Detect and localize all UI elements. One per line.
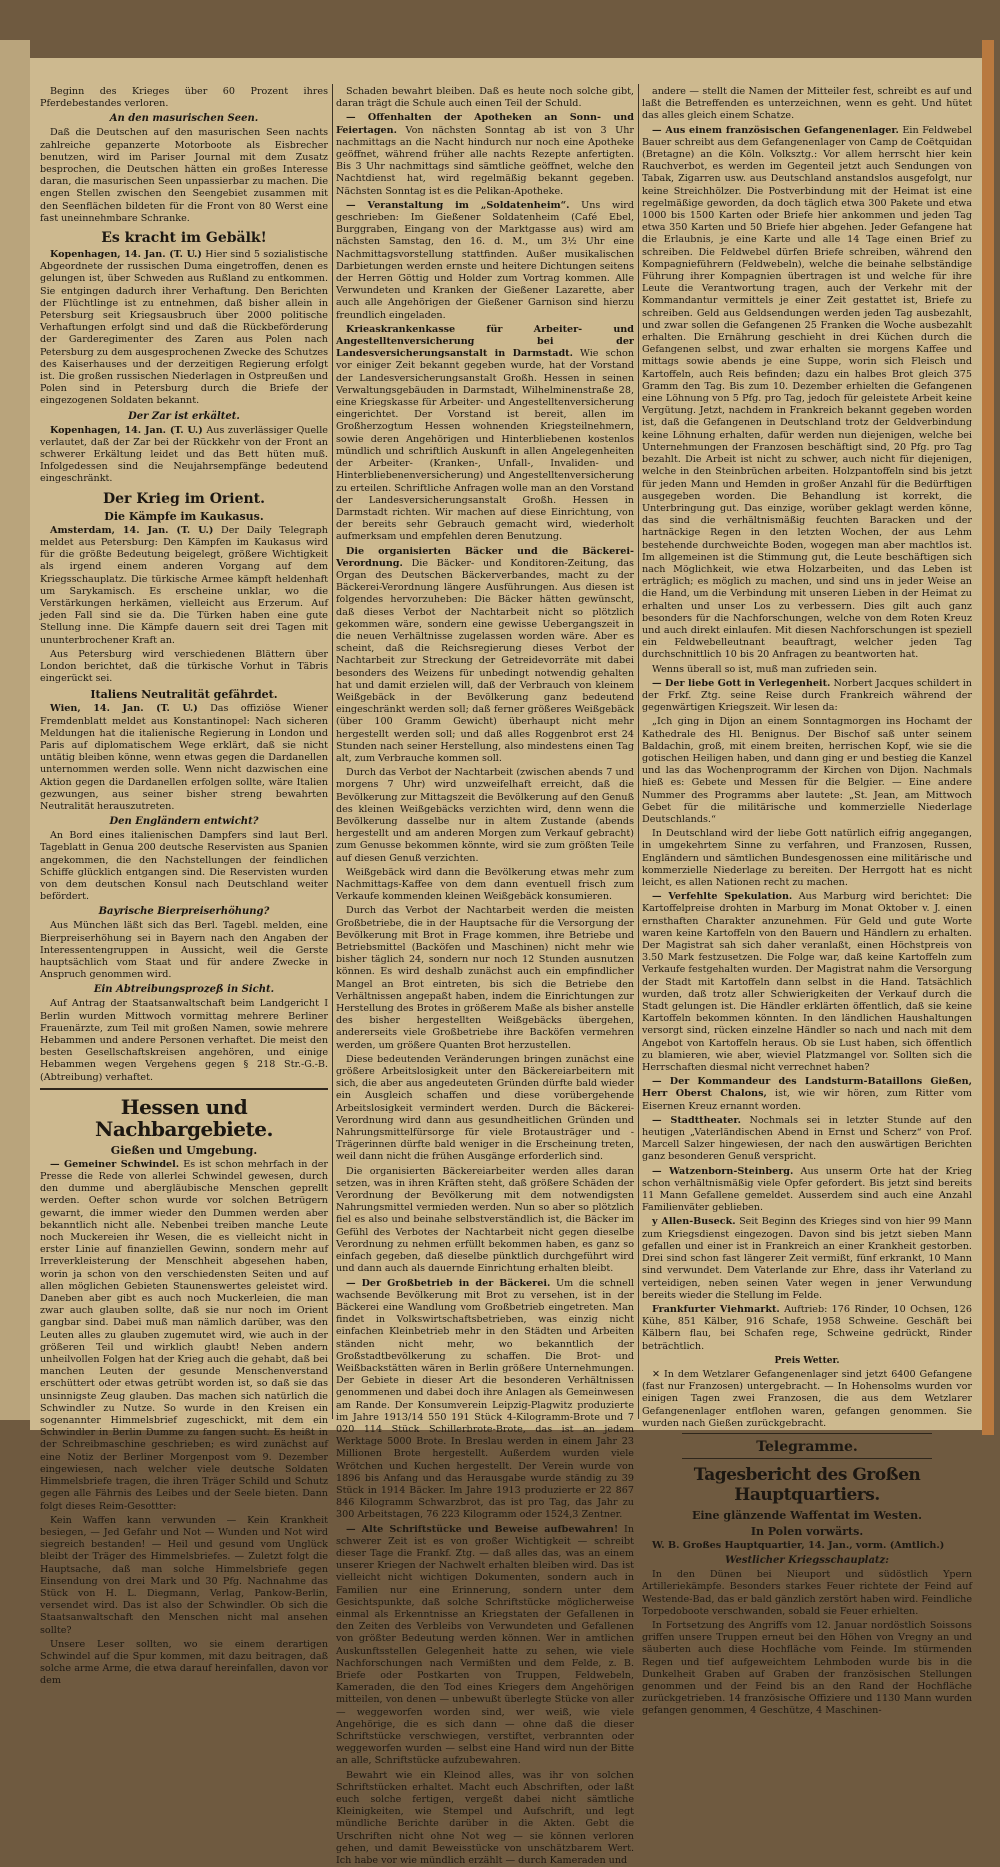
item-lead: — Der Großbetrieb in der Bäckerei. — [346, 1277, 551, 1289]
article-text — [40, 249, 328, 408]
headline: An den masurischen Seen. — [109, 113, 259, 125]
dateline: Kopenhagen, 14. Jan. (T. U.) — [50, 424, 203, 436]
item-lead: Frankfurter Viehmarkt. — [652, 1303, 780, 1315]
article-body: Das offiziöse Wiener Fremdenblatt meldet aus Konstantinopel: Nach sicheren Meldungen hat die italienische Regierung in London und Paris auf diplomatischem Wege erklärt, daß sie nicht untätig bleiben könne, wenn etwas gegen die Dardanellen unternommen werden solle. Wenn nicht dazwischen eine Aktion gegen die Dardanellen erfolgen sollte, wäre Italien gezwungen, aus seiner bisher streng bewahrten Neutralität herauszutreten. — [40, 703, 329, 812]
article-body: Wie schon vor einiger Zeit bekannt gegeben wurde, hat der Vorstand der Landesversicherungsanstalt Großh. Hessen in seinen Verwaltungsgebäuden in Darmstadt, Wilhelminenstraße 28, eine Kriegskasse für Arbeiter- und Angestelltenversicherung eingerichtet. Der Vorstand ist bereit, allen im Großherzogtum Hessen wohnenden Kriegsteilnehmern, sowie deren Angehörigen und Hinterbliebenen kostenlos mündlich und schriftlich Auskunft in allen Angelegenheiten der Arbeiter- (Kranken-, Unfall-, Invaliden- und Hinterbliebenenversicherung) und Angestelltenversicherung zu erteilen. Schriftliche Anfragen wolle man an den Vorstand der Landesversicherungsanstalt Großh. Hessen in Darmstadt richten. Wir machen auf diese Einrichtung, von der bereits sehr Gebrauch gemacht wird, wiederholt aufmerksam und empfehlen deren Benutzung. — [336, 348, 634, 543]
article-text: In Deutschland wird der liebe Gott natürlich eifrig angegangen, in umgekehrtem Sinne zu verfahren, und Franzosen, Russen, Engländern und sämtlichen Bundesgenossen eine militärische und kommerzielle Niederlage zu bereiten. Der Herrgott hat es nicht leicht, es allen Nationen recht zu machen. — [642, 828, 972, 888]
headline: Der Zar ist erkältet. — [128, 410, 240, 422]
article-text — [40, 525, 328, 647]
section-divider — [40, 1088, 328, 1090]
article-text: Daß die Deutschen auf den masurischen Seen nachts zahlreiche gepanzerte Motorboote als Eisbrecher benutzen, wird im Pariser Journal mit dem Zusatz besprochen, die Deutschen hätten ein großes Interesse daran, die masurischen Seen unpassierbar zu machen. Die engen Stellen zwischen den Seengebiet zusammen mit den Seenflächen bildeten für die Front von 80 Werst eine fast uneinnehmbare Schranke. — [40, 127, 328, 224]
column-rule — [332, 84, 333, 1419]
dateline: Kopenhagen, 14. Jan. (T. U.) — [50, 249, 202, 261]
item-lead: — Aus einem französischen Gefangenenlager. — [652, 124, 899, 136]
article-body: In schwerer Zeit ist es von großer Wichtigkeit — schreibt dieser Tage die Frankf. Ztg. — daß alles das, was an einem unserer Kriegen der Nachwelt erhalten bleiben wird. Das ist vielleicht nicht wichtigen Dokumenten, sondern auch in Familien nur eine Erinnerung, sondern unter dem Gesichtspunkte, daß solche Schriftstücke möglicherweise einmal als Erkenntnisse an Kriegstaten der Gefallenen in den Zeiten des Verbleibs von Verwundeten und Gefallenen von größter Bedeutung werden können. Wer in amtlichen Auskunftsstellen Gelegenheit hatte zu sehen, wie viele Nachforschungen nach Vermißten und dem Felde, z. B. Briefe oder Postkarten von Truppen, Feldwebeln, Kameraden, die den Tod eines Kriegers dem Angehörigen mitteilen, von denen — unbewußt überlegte Stücke von aller — weggeworfen worden sind, wer weiß, wie viele Angehörige, die es sich dann — ohne daß die dieser Schriftstücke verschwiegen, verstiftet, verbrannten oder weggeworfen wurden — selbst eine Hand wird nun der Bitte an alle, Schriftstücke aufzubewahren. — [336, 1523, 634, 1767]
column-3 — [642, 86, 972, 1717]
article-text — [336, 112, 634, 197]
column-rule — [638, 84, 639, 1419]
article-text: In Fortsetzung des Angriffs vom 12. Januar nordöstlich Soissons griffen unsere Truppen erneut bei den Höhen von Vregny an und säuberten auch diese Hochfläche vom Feinde. Im stürmenden Regen und tief aufgeweichtem Lehmboden wurde bis in die Dunkelheit Graben auf Graben der französischen Stellungen genommen und der Feind bis an den Rand der Hochfläche zurückgetrieben. 14 französische Offiziere und 1130 Mann wurden gefangen genommen, 4 Geschütze, 4 Maschinen- — [642, 1619, 972, 1717]
article-text — [336, 546, 634, 766]
article-text: Durch das Verbot der Nachtarbeit werden die meisten Großbetriebe, die in der Hauptsache für die Versorgung der Bevölkerung mit Brot in Frage kommen, ihre Betriebe und Betriebsmittel (Backöfen und Maschinen) nicht mehr wie bisher täglich 24, sondern nur noch 12 Stunden ausnutzen können. Es wird deshalb zunächst auch ein empfindlicher Mangel an Brot eintreten, bis sich die Betriebe den Verhältnissen angepaßt haben, indem die Einrichtungen zur Herstellung des Brotes in größerem Maße als bisher anstelle des bisher hergestellten Weißgebäcks übergehen, andererseits viele Großbetriebe ihre Backöfen vermehren werden, um größere Quanten Brot herzustellen. — [336, 905, 635, 1051]
subheadline: Eine glänzende Waffentat im Westen. — [691, 1508, 923, 1522]
article-text: Bewahrt wie ein Kleinod alles, was ihr von solchen Schriftstücken erhaltet. Macht euch Abschriften, oder laßt euch solche fertigen, vergeßt dabei nicht sämtliche Kleinigkeiten, wie Stempel und Aufschrift, und legt mündliche Berichte darüber in die Akten. Gebt die Urschriften nicht ohne Not weg — sie können verloren gehen, und damit Beweisstücke von unschätzbarem Wert. Ich habe vor wie mündlich erzählt — durch Kameraden und — [336, 1769, 634, 1867]
article-text: Auf Antrag der Staatsanwaltschaft beim Landgericht I Berlin wurden Mittwoch vormittag mehrere Berliner Frauenärzte, zum Teil mit großen Namen, sowie mehrere Hebammen und andere Personen verhaftet. Die meist den besten Gesellschaftskreisen angehören, und einige Hebammen wegen Vergehens gegen § 218 Str.-G.-B. (Abtreibung) verhaftet. — [40, 998, 328, 1083]
article-text: Die organisierten Bäckereiarbeiter werden alles daran setzen, was in ihren Kräften steht, daß größere Schäden der Verordnung der Bevölkerung mit dem notwendigsten Nahrungsmittel vermieden werden. Nun so aber so plötzlich fiel es also und beinahe selbstverständlich ist, die Bäcker im Gefühl des Verbotes der Nachtarbeit nicht gegen dieselbe Verordnung zu nehmen erfüllt bekommen haben, es ganz so einfach gegeben, daß dieselbe pünktlich durchgeführt wird und dann auch als dauernde Einrichtung erhalten bleibt. — [336, 1165, 634, 1275]
article-body: Aus Marburg wird berichtet: Die Kartoffelpreise drohten in Marburg im Monat Oktober v. J. einen ernsthaften Charakter anzunehmen. Für Geld und gute Worte waren keine Kartoffeln von den Bauern und Händlern zu erhalten. Der Magistrat sah sich daher veranlaßt, einen Höchstpreis von 3.50 Mark festzusetzen. Die Folge war, daß keine Kartoffeln zum Verkaufe festgehalten wurden. Der Magistrat nahm die Versorgung der Stadt mit Kartoffeln dann selbst in die Hand. Tatsächlich wurden, daß trotz aller Schwierigkeiten der Verkauf durch die Stadt gelungen ist. Die Händler erklärten öffentlich, daß sie keine Kartoffeln bekommen könnten. In den ländlichen Haushaltungen versorgt sind, rücken einzelne Händler so nach und nach mit dem Angebot von Kartoffeln heraus. Ob sie Lust haben, sich öffentlich zu blamieren, wie aber, wieviel Platzmangel vor. Sollten sich die Herrschaften diesmal nicht verrechnet haben? — [642, 891, 972, 1074]
headline: Der Krieg im Orient. — [102, 490, 266, 507]
article-text — [642, 1166, 972, 1215]
article-body: Aus zuverlässiger Quelle verlautet, daß der Zar bei der Rückkehr von der Front an schwerer Erkältung leidet und das Bett hüten muß. Infolgedessen sind die Neujahrsempfänge bedeutend eingeschränkt. — [40, 424, 328, 485]
headline: Den Engländern entwicht? — [109, 816, 259, 828]
article-text: Beginn des Krieges über 60 Prozent ihres Pferdebestandes verloren. — [40, 86, 328, 110]
verse-text: Kein Waffen kann verwunden — Kein Krankheit besiegen, — Jed Gefahr und Not — Wunden und Not wird siegreich bestanden! — Heil und gesund vom Unglück bleibt der Träger des Himmelsbriefes. — Zuletzt folgt die Hauptsache, daß man solche Himmelsbriefe gegen Einsendung von drei Mark und 30 Pfg. Nachnahme das Stück von H. L. Diegmann, Verlag, Pankow-Berlin, versendet wird. Das ist also der Schwindler. Ob sich die Staatsanwaltschaft den Menschen nicht mal ansehen sollte? — [40, 1514, 328, 1636]
article-text — [336, 324, 634, 544]
article-body: Norbert Jacques schildert in der Frkf. Ztg. seine Reise durch Frankreich während der gegenwärtigen Kriegszeit. Wir lesen da: — [642, 677, 972, 714]
subheadline: Gießen und Umgebung. — [110, 1143, 258, 1157]
subheadline: In Polen vorwärts. — [750, 1524, 864, 1538]
article-text — [336, 1278, 634, 1522]
article-body: Uns wird geschrieben: Im Gießener Soldatenheim (Café Ebel, Burggraben, Eingang von der Marktgasse aus) wird am nächsten Samstag, den 16. d. M., um 3½ Uhr eine Nachmittagsvorstellung stattfinden. Außer musikalischen Darbietungen werden ernste und heitere Dichtungen seitens der Herren Göttig und Holder zum Vortrag kommen. Alle Verwundeten und Kranken der Gießener Lazarette, aber auch alle Angehörigen der Gießener Garnison sind hierzu freundlich eingeladen. — [336, 199, 635, 321]
section-title: Telegramme. — [756, 1438, 858, 1455]
article-text — [642, 1115, 972, 1164]
article-text: Unsere Leser sollten, wo sie einem derartigen Schwindel auf die Spur kommen, mit dazu beitragen, daß solche arme Arme, die etwa darauf hereinfallen, davon vor dem — [40, 1638, 328, 1687]
article-text — [336, 1524, 634, 1768]
article-text — [642, 891, 972, 1074]
item-lead: Krieaskrankenkasse für Arbeiter- und Angestelltenversicherung bei der Landesversicherungsanstalt in Darmstadt. — [336, 323, 634, 360]
item-lead: — Stadttheater. — [652, 1114, 741, 1126]
headline: Es kracht im Gebälk! — [101, 230, 267, 247]
column-2 — [336, 86, 635, 1867]
article-text — [336, 200, 634, 322]
item-lead: y Allen-Buseck. — [652, 1216, 736, 1228]
article-text: Schaden bewahrt bleiben. Daß es heute noch solche gibt, daran trägt die Schule auch einen Teil der Schuld. — [336, 86, 634, 110]
article-text — [40, 1159, 328, 1513]
article-text — [642, 1076, 972, 1113]
article-text: „Ich ging in Dijon an einem Sonntagmorgen ins Hochamt der Kathedrale des Hl. Benignus. Der Bischof saß unter seinem Baldachin, groß, mit einem breiten, herrischen Kopf, wie sie die gotischen Heiligen haben, und dann ging er und bestieg die Kanzel und las das Wochenprogramm der Kirchen von Dijon. Nachmals hieß es: Gebete und Messen für die Belgier. — Eine andere Nummer des Programms aber lautete: „St. Jean, am Mittwoch Gebet für die militärische und kommerzielle Niederlage Deutschlands.“ — [642, 716, 972, 825]
article-body: Hier sind 5 sozialistische Abgeordnete der russischen Duma eingetroffen, denen es gelungen ist, über Schweden aus Rußland zu entkommen. Sie entgingen dadurch ihrer Verhaftung. Den Berichten der Flüchtlinge ist zu entnehmen, daß bisher allein in Petersburg seit Kriegsausbruch über 2000 politische Verhaftungen erfolgt sind und daß die Rückbeförderung der Garderegimenter des Zaren aus Polen nach Petersburg zu dem ausgesprochenen Zwecke des Schutzes des Kaiserhauses und der derzeitigen Regierung erfolgt ist. Die großen russischen Niederlagen in Ostpreußen und Polen sind in Petersburg durch die Briefe der eingezogenen Soldaten bekannt. — [40, 249, 328, 407]
dateline: Wien, 14. Jan. (T. U.) — [50, 703, 198, 715]
item-lead: — Verfehlte Spekulation. — [652, 891, 793, 903]
dateline: Amsterdam, 14. Jan. (T. U.) — [50, 524, 214, 536]
article-text: Wenns überall so ist, muß man zufrieden sein. — [652, 663, 878, 675]
article-text: An Bord eines italienischen Dampfers sind laut Berl. Tageblatt in Genua 200 deutsche Reservisten aus Spanien angekommen, die den Nachstellungen der feindlichen Schiffe glücklich entgangen sind. Die Reservisten wurden von dem deutschen Konsul nach Deutschland weiter befördert. — [40, 830, 328, 903]
article-text — [642, 678, 972, 715]
section-title: Hessen und Nachbargebiete. — [95, 1094, 273, 1141]
article-text — [642, 125, 972, 662]
item-lead: — Der liebe Gott in Verlegenheit. — [652, 677, 831, 689]
article-body: Die Bäcker- und Konditoren-Zeitung, das Organ des Deutschen Bäckerverbandes, macht zu der Bäckerei-Verordnung längere Ausführungen. Aus diesen ist folgendes hervorzuheben: Die Bäcker hätten gewünscht, daß dieses Verbot der Nachtarbeit nicht so plötzlich gekommen wäre, sondern eine gewisse Uebergangszeit in die neuen Verhältnisse zugelassen worden wäre. Aber es scheint, daß die Reichsregierung dieses Verbot der Nachtarbeit zur Streckung der Getreidevorräte mit dabei besonders des Weizens für unbedingt notwendig gehalten hat und damit erzielen will, daß der Verbrauch von kleinem Weißgebäck in der Bevölkerung ganz bedeutend eingeschränkt werden soll; daß ferner größeres Weißgebäck (über 100 Gramm Gewicht) überhaupt nicht mehr hergestellt werden soll; und daß alles Roggenbrot erst 24 Stunden nach seiner Herstellung, also mindestens einen Tag alt, zum Verbrauche kommen soll. — [336, 557, 634, 764]
article-text: In den Dünen bei Nieuport und südöstlich Ypern Artilleriekämpfe. Besonders starkes Feuer richtete der Feind auf Westende-Bad, das er bald gänzlich zerstört haben wird. Feindliche Torpedoboote verschwanden, sobald sie Feuer erhielten. — [642, 1569, 972, 1617]
article-text — [642, 1304, 972, 1353]
item-lead: — Veranstaltung im „Soldatenheim“. — [346, 199, 570, 211]
article-text — [40, 425, 328, 486]
report-title: Tagesbericht des Großen Hauptquartiers. — [693, 1464, 921, 1505]
article-body: Seit Beginn des Krieges sind von hier 99 Mann zum Kriegsdienst eingezogen. Davon sind bis jetzt sieben Mann gefallen und einer ist in Frankreich an einer Krankheit gestorben. Drei sind schon fast längerer Zeit vermißt, fünf erkrankt, 10 Mann sind verwundet. Dem Vaterlande zur Ehre, dass ihr Vaterland zu verteidigen, neben seinen Vater wegen in jener Verwundung bereits wieder die Stellung im Felde. — [642, 1216, 972, 1301]
article-text — [642, 1216, 972, 1301]
dateline: W. B. Großes Hauptquartier, 14. Jan., vorm. (Amtlich.) — [652, 1539, 945, 1551]
item-lead: — Gemeiner Schwindel. — [50, 1158, 180, 1170]
article-body: Der Daily Telegraph meldet aus Petersburg: Den Kämpfen im Kaukasus wird für die größte Bedeutung beigelegt, größere Wichtigkeit als irgend einem anderen Vorgang auf dem Kriegsschauplatz. Die türkische Armee kämpft heldenhaft um Sarykamisch. Es erscheine unklar, wo die Verstärkungen herkämen, vielleicht aus Erzerum. Auf jeden Fall sind sie da. Die Türken haben eine gute Stellung inne. Die Kämpfe dauern seit drei Tagen mit ununterbrochener Kraft an. — [40, 524, 328, 646]
subheadline: Westlicher Kriegsschauplatz: — [725, 1555, 889, 1567]
article-body: Nochmals sei in letzter Stunde auf den heutigen „Vaterländischen Abend in Ernst und Scherz“ von Prof. Marcell Salzer hingewiesen, der nach den auswärtigen Berichten ganz besonderen Genuß verspricht. — [642, 1114, 972, 1163]
article-body: Um die schnell wachsende Bevölkerung mit Brot zu versehen, ist in der Bäckerei eine Wandlung vom Großbetrieb eingetreten. Man findet in Volkswirtschaftsbetrieben, was einzig nicht einfachen Kleinbetrieb mehr in den Städten und Arbeiten ständen nicht mehr, wo bekanntlich der Großstadtbevölkerung zu schaffen. Die Brot- und Weißbackstätten wären in Berlin größere Unternehmungen. Der Gebiete in dieser Art die besonderen Verhältnissen genommenen und dabei doch ihre Anlagen als Gemeinwesen am Rande. Der Konsumverein Leipzig-Plagwitz produzierte im Jahre 1913/14 550 191 Stück 4-Kilogramm-Brote und 7 020 114 Stück Schillerbrote-Brote, das ist an jedem Werktage 5000 Brote. In Breslau werden in einem Jahr 23 Millionen Brote hergestellt. Außerdem wurden viele Wrötchen und Kuchen hergestellt. Der Verein wurde von 1896 bis Anfang und das Herausgabe wurde ständig zu 39 Stück in 1914 Bäcker. Im Jahre 1913 produzierte er 22 867 846 Kilogramm Schwarzbrot, das ist pro Tag, das Jahr zu 300 Arbeitstagen, 76 223 Kilogramm oder 1524,3 Zentner. — [336, 1277, 634, 1521]
column-1 — [40, 86, 329, 1687]
item-lead: — Watzenborn-Steinberg. — [652, 1165, 794, 1177]
price-weather-label: Preis Wetter. — [774, 1355, 840, 1366]
headline: Italiens Neutralität gefährdet. — [90, 688, 278, 702]
article-body: Es ist schon mehrfach in der Presse die Rede von allerlei Schwindel gewesen, durch den dumme und abergläubische Menschen geprellt werden. Oefter schon wurde vor solchen Betrügern gewarnt, die immer wieder den Dummen werden aber bekanntlich nicht alle. Nebenbei treiben manche Leute noch Muckereien ihr Wesen, die es vielleicht nicht in erster Linie auf finanziellen Gewinn, sondern mehr auf Irreverkleisterung der Menschheit abgesehen haben, worin ja schon von den verschiedensten Seiten und auf allen möglichen Gebieten Staunenswertes geleistet wird. Daneben aber gibt es auch noch Muckerleien, die man zwar auch glauben sollte, daß sie nur noch im Orient gangbar sind. Dabei muß man nämlich darüber, was den Leuten alles zu glauben zugemutet wird, wie auch in der größeren Teil und wirklich glaubt! Neben andern unheilvollen Folgen hat der Krieg auch die gehabt, daß bei manchen Leuten der gesunde Menschenverstand erschüttert oder etwas getrübt worden ist, so daß sie das unsinnigste Zeug glauben. Das machen sich natürlich die Schwindler zu Nutze. So wurde in den Kreisen ein sogenannter Himmelsbrief zugeschickt, mit dem ein Schwindler in Berlin Dumme zu fangen sucht. Es heißt in der Schreibmaschine geschrieben; es wird zunächst auf eine Notiz der Berliner Morgenpost vom 9. Dezember eingewiesen, nach welcher viele deutsche Soldaten Himmelsbriefe tragen, die ihren Träger Schild und Schutz gegen alle Fährnis des Leibes und der Seele bieten. Dann folgt dieses Reim-Gesottter: — [40, 1158, 328, 1512]
article-body: Auftrieb: 176 Rinder, 10 Ochsen, 126 Kühe, 851 Kälber, 916 Schafe, 1958 Schweine. Geschäft bei Kälbern flau, bei Schafen rege, Schweine gedrückt, Rinder beträchtlich. — [642, 1303, 972, 1352]
article-text: ✕ In dem Wetzlarer Gefangenenlager sind jetzt 6400 Gefangene (fast nur Franzosen) untergebracht. — In Hohensolms wurden vor einigen Tagen zwei Franzosen, die aus dem Wetzlarer Gefangenenlager entflohen waren, gefangen genommen. Sie wurden nach Gießen zurückgebracht. — [642, 1368, 972, 1429]
book-edge — [982, 40, 994, 1435]
item-lead: — Alte Schriftstücke und Beweise aufbewahren! — [346, 1523, 619, 1535]
item-lead: — Offenhalten der Apotheken an Sonn- und Feiertagen. — [336, 112, 634, 136]
article-text: Aus München läßt sich das Berl. Tagebl. melden, eine Bierpreiserhöhung sei in Bayern nach den Angaben der Interessentengruppen in Aussicht, weil die Gerste hauptsächlich vom Staat und für andere Zwecke in Anspruch genommen wird. — [40, 920, 328, 981]
article-body: Von nächsten Sonntag ab ist von 3 Uhr nachmittags an die Nacht hindurch nur noch eine Apotheke geöffnet, während früher alle nachts Rezepte anfertigten. Bis 3 Uhr nachmittags sind sämtliche geöffnet, welche den Nachtdienst hat, wird regelmäßig bekannt gegeben. Nächsten Sonntag ist es die Pelikan-Apotheke. — [336, 124, 634, 197]
section-divider — [682, 1458, 932, 1459]
item-lead: — Der Kommandeur des Landsturm-Bataillons Gießen, Herr Oberst Chalons, — [642, 1076, 972, 1100]
item-lead: Die organisierten Bäcker und die Bäckerei-Verordnung. — [336, 545, 634, 569]
article-text: Weißgebäck wird dann die Bevölkerung etwas mehr zum Nachmittags-Kaffee von dem dann eventuell frisch zum Verkaufe kommenden kleinen Weißgebäck konsumieren. — [336, 866, 634, 903]
adjacent-page-edge — [0, 40, 30, 1420]
article-body: ist, wie wir hören, zum Ritter vom Eisernen Kreuz ernannt worden. — [642, 1088, 972, 1112]
article-text — [40, 703, 328, 813]
headline: Bayrische Bierpreiserhöhung? — [98, 906, 270, 918]
section-divider — [682, 1433, 932, 1434]
headline: Ein Abtreibungsprozeß in Sicht. — [93, 984, 275, 996]
article-text: Aus Petersburg wird verschiedenen Blättern über London berichtet, daß die türkische Vorhut in Täbris eingerückt sei. — [40, 648, 328, 685]
article-body: Aus unserm Orte hat der Krieg schon verhältnismäßig viele Opfer gefordert. Bis jetzt sind bereits 11 Mann Gefallene gemeldet. Ausserdem sind auch eine Anzahl Familienväter geblieben. — [642, 1165, 972, 1214]
article-text: Diese bedeutenden Veränderungen bringen zunächst eine größere Arbeitslosigkeit unter den Bäckereiarbeitern mit sich, die aber aus angedeuteten Gründen dürfte bald wieder ein Ausgleich schaffen und diese vorübergehende Arbeitslosigkeit vermindert werden. Durch die Bäckerei-Verordnung wird dann aus gesundheitlichen Gründen und Nahrungsmittelfürsorge für viele Brotausträger und -Trägerinnen dürfte bald weniger in die Erscheinung treten, weil dann nicht die frühen Ausgänge erforderlich sind. — [336, 1053, 634, 1163]
article-body: Ein Feldwebel Bauer schreibt aus dem Gefangenenlager von Camp de Coëtquidan (Bretagne) an die Köln. Volksztg.: Vor allem herrscht hier kein Rauchverbot, es werden im Gegenteil jetzt auch Sendungen von Tabak, Zigarren usw. aus Deutschland anstandslos ausgefolgt, nur keine Streichhölzer. Die Postverbindung mit der Heimat ist eine regelmäßige geworden, da doch täglich etwa 300 Pakete und etwa 1000 bis 1500 Karten oder Briefe hier ankommen und jeden Tag etwa 350 Karten und 50 Briefe hier abgehen. Jeder Gefangene hat die Erlaubnis, je eine Karte und alle 14 Tage einen Brief zu schreiben. Die Feldwebel dürfen Briefe schreiben, während den Kompagnieführern (Feldwebeln), welche die beinahe selbständige Führung ihrer Kompagnien übertragen ist und welche für ihre Leute die Verantwortung tragen, auch der Verkehr mit der Kommandantur vermittels je einer Zeit gestattet ist, Briefe zu schreiben. Geld aus Geldsendungen werden jeden Tag ausbezahlt, und zwar sollen die Gefangenen 25 Franken die Woche ausbezahlt erhalten. Die Ernährung geschieht in drei Küchen durch die Gefangenen selbst, und zwar erhalten sie morgens Kaffee und mittags sowie abends je eine Suppe, worin sich Fleisch und Kartoffeln, auch Reis befinden; dazu ein halbes Brot gleich 375 Gramm den Tag. Bis zum 10. Dezember erhielten die Gefangenen eine Löhnung von 5 Pfg. pro Tag, jedoch für geleistete Arbeit keine Vergütung. Jetzt, nachdem in Frankreich bekannt gegeben worden ist, daß die Gefangenen in Deutschland trotz der Geldverbindung keine Löhnung erhalten, dafür werden nun diejenigen, welche bei Unternehmungen der Franzosen beschäftigt sind, 20 Pfg. pro Tag bezahlt. Die Arbeit ist nicht zu schwer, auch nicht für diejenigen, welche in den Steinbrüchen arbeiten. Holzpantoffeln sind bis jetzt für jeden Mann und Hemden in großer Anzahl für die Bedürftigen ausgegeben worden. Die Behandlung ist korrekt, die Unterbringung gut. Das einzige, worüber geklagt werden könne, das sind die verhältnismäßig feuchten Baracken und der hartnäckige Regen in den letzten Wochen, der aus Lehm bestehende durchweichte Boden, wogegen man aber machtlos ist. Im allgemeinen ist die Stimmung gut, die Leute beschäftigen sich nach Möglichkeit, wie etwa Holzarbeiten, und das Leben ist erträglich; es möglich zu machen, und sind uns in jeder Weise an die Hand, um die Verbindung mit unseren Lieben in der Heimat zu erhalten und unser Los zu verbessern. Dies gilt auch ganz besonders für die Nachforschungen, welche von dem Roten Kreuz und auch direkt einlaufen. Mit diesen Nachforschungen ist speziell ein Feldwebelleutnant beauftragt, welcher jeden Tag durchschnittlich 10 bis 20 Anfragen zu beantworten hat. — [642, 124, 972, 661]
article-text: Durch das Verbot der Nachtarbeit (zwischen abends 7 und morgens 7 Uhr) wird unzweifelhaft erreicht, daß die Bevölkerung zur Mittagszeit die Bevölkerung auf den Genuß des kleinen Weißgebäcks verzichten wird, denn wenn die Bevölkerung dasselbe nur in altem Zustande (abends hergestellt und am anderen Morgen zum Verkauf gebracht) zum Genusse bekommen könnte, wird sie zum größten Teile auf diesen Genuß verzichten. — [336, 767, 634, 864]
subheadline: Die Kämpfe im Kaukasus. — [104, 509, 264, 523]
article-text: andere — stellt die Namen der Mitteiler fest, schreibt es auf und laßt die Betreffenden es unterzeichnen, wenn es geht. Und hütet das alles gleich einem Schatze. — [642, 86, 972, 122]
